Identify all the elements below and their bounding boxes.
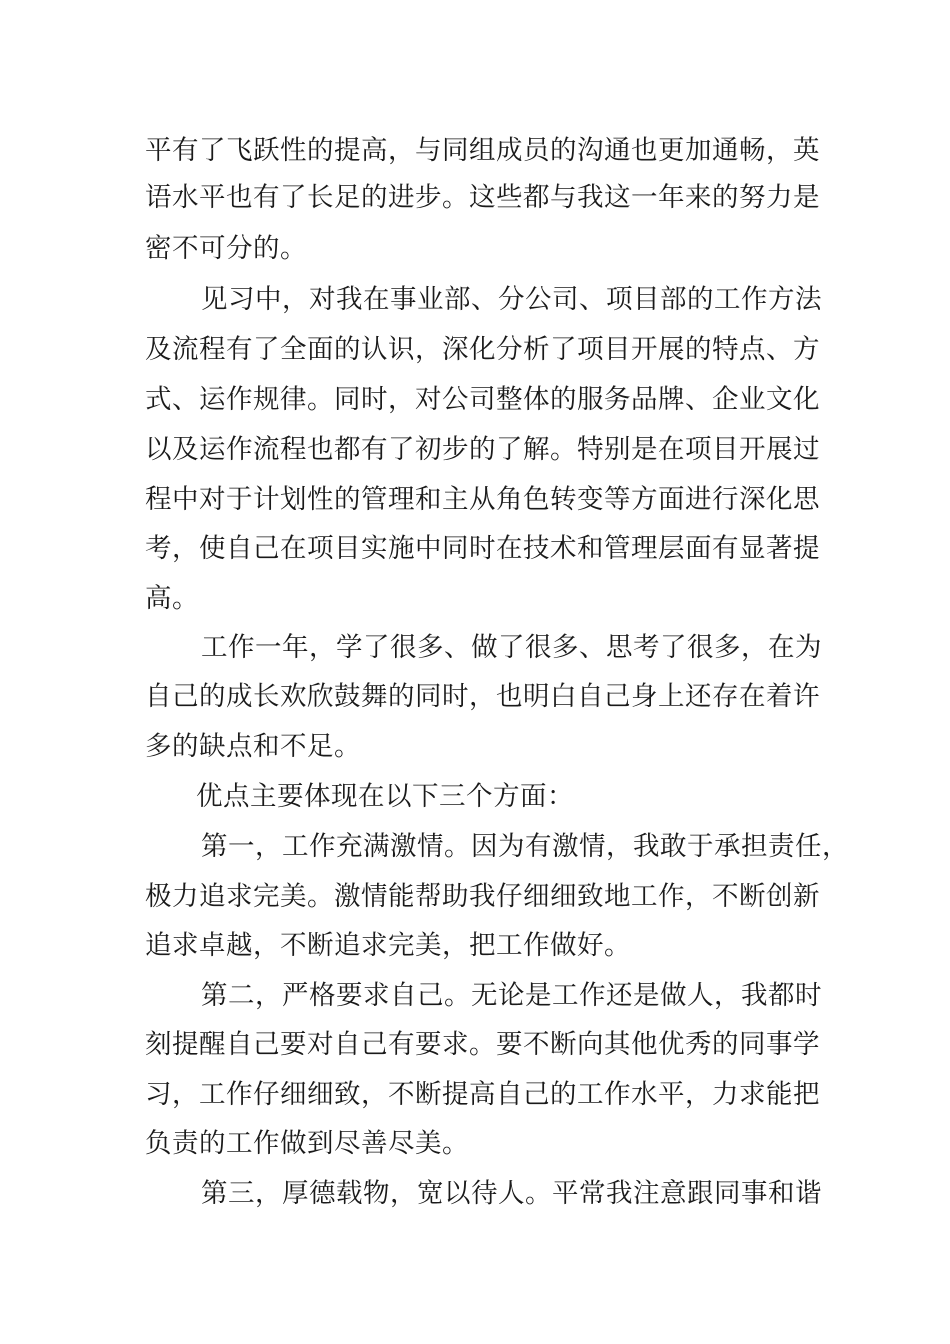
text-line: 第三，厚德载物，宽以待人。平常我注意跟同事和谐: [201, 1178, 822, 1209]
text-line: 负责的工作做到尽善尽美。: [145, 1128, 469, 1159]
text-line: 自己的成长欢欣鼓舞的同时，也明白自己身上还存在着许: [145, 681, 820, 712]
text-line: 式、运作规律。同时，对公司整体的服务品牌、企业文化: [145, 384, 820, 415]
text-line: 密不可分的。: [145, 233, 307, 264]
text-line: 刻提醒自己要对自己有要求。要不断向其他优秀的同事学: [145, 1029, 820, 1060]
text-line: 第二，严格要求自己。无论是工作还是做人，我都时: [201, 980, 822, 1011]
text-line: 平有了飞跃性的提高，与同组成员的沟通也更加通畅，英: [145, 135, 820, 166]
text-line: 极力追求完美。激情能帮助我仔细细致地工作，不断创新: [145, 881, 820, 912]
text-line: 及流程有了全面的认识，深化分析了项目开展的特点、方: [145, 334, 820, 365]
text-line: 工作一年，学了很多、做了很多、思考了很多，在为: [201, 632, 822, 663]
text-line: 以及运作流程也都有了初步的了解。特别是在项目开展过: [145, 434, 820, 465]
text-line: 习，工作仔细细致，不断提高自己的工作水平，力求能把: [145, 1079, 820, 1110]
text-line: 见习中，对我在事业部、分公司、项目部的工作方法: [201, 284, 822, 315]
text-line: 考，使自己在项目实施中同时在技术和管理层面有显著提: [145, 533, 820, 564]
text-line: 程中对于计划性的管理和主从角色转变等方面进行深化思: [145, 484, 820, 515]
text-line: 多的缺点和不足。: [145, 731, 361, 762]
text-line: 追求卓越，不断追求完美，把工作做好。: [145, 930, 631, 961]
text-line: 语水平也有了长足的进步。这些都与我这一年来的努力是: [145, 182, 820, 213]
text-line: 高。: [145, 583, 199, 614]
text-line: 第一，工作充满激情。因为有激情，我敢于承担责任，: [201, 831, 849, 862]
text-line: 优点主要体现在以下三个方面：: [196, 781, 574, 812]
